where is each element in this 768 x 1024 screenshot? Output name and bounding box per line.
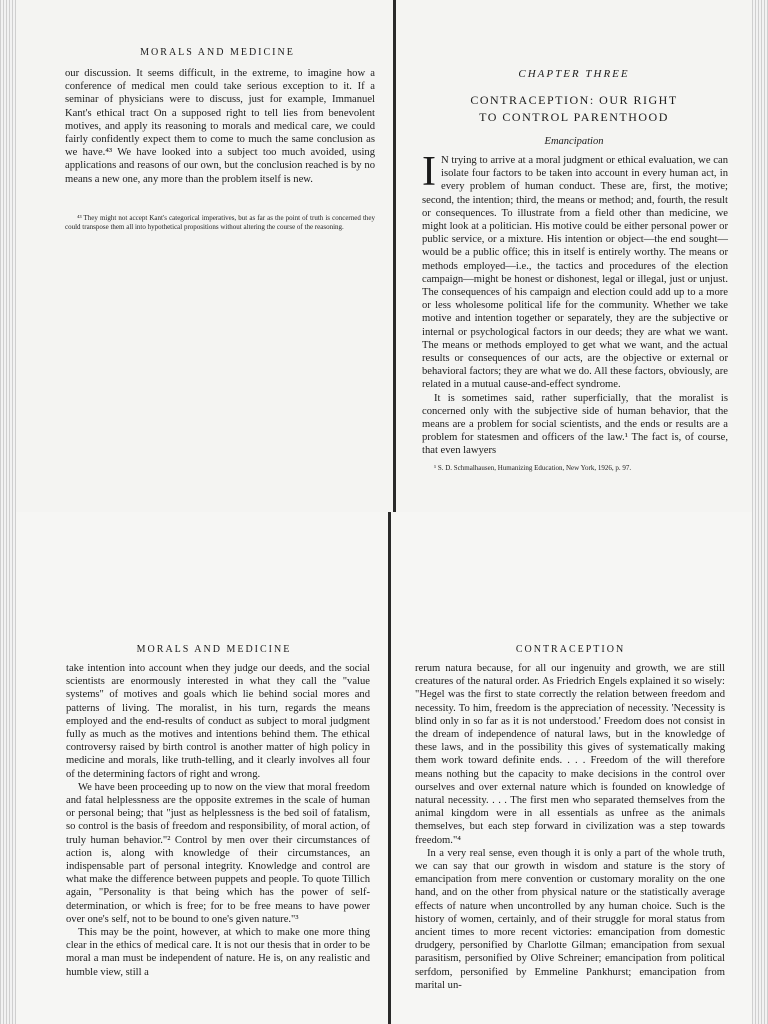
chapter-title-line-2: TO CONTROL PARENTHOOD	[479, 110, 669, 124]
chapter-label: CHAPTER THREE	[518, 68, 630, 80]
left-page-edge-bottom	[0, 512, 16, 1024]
right-page-edge-bottom	[752, 512, 768, 1024]
page-64	[40, 0, 395, 512]
page-67-paragraph-1: rerum natura because, for all our ingenuity and growth, we are still creatures of the natural order. As Friedrich Engels explained it so wisely: "Hegel was the first to state correctly the relation between freedom and necessity. To him, freedom is the appreciation of necessity. 'Necessity is blind only in so far as it is not understood.' Freedom does not consist in the dream of independence of natural laws, but in the knowledge of these laws, and in the possibility this gives of systematically making them work toward definite ends. . . . Freedom of the will therefore means nothing but the capacity to make decisions in the control over ourselves and over external nature which is founded on knowledge of natural necessity. . . . The first men who separated themselves from the animal kingdom were in all essentials as unfree as the animals themselves, but each step forward in civilization was a step towards freedom."⁴	[415, 663, 725, 846]
left-page-edge	[0, 0, 16, 512]
running-head-page-67: CONTRACEPTION	[515, 644, 626, 655]
drop-cap: I	[422, 149, 436, 195]
page-65-paragraph-1-text: N trying to arrive at a moral judgment or ethical evaluation, we can isolate four factors to be taken into account in every human act, in every problem of human conduct. These are, first, the motive; second, the intention; third, the means or method; and, fourth, the result or consequences. To illustrate from a field other than medicine, we might look at a politician. His motive could be either personal power or public service, or a mixture. His intention or object—the end sought—would be a public office; this in itself is entirely worthy. The means or methods employed—i.e., the tactics and procedures of the election campaign—might be honest or dishonest, legal or illegal, just or unjust. The consequences of his campaign and election could add up to a more or less wholesome political life for the community. Whether we take motive and intention together or separately, they are the subjective or internal or psychological factors in our deeds; they are what we want. The means or methods employed to get what we want, and the actual results or consequences of our acts, are the objective or external or behavioral factors; they are what we do. All these factors, obviously, are related in a mutual cause-and-effect syndrome.	[422, 155, 728, 391]
page-65-footnote: ¹ S. D. Schmalhausen, Humanizing Education, New York, 1926, p. 97.	[434, 463, 632, 472]
page-66-paragraph-2: We have been proceeding up to now on the view that moral freedom and fatal helplessness are the opposite extremes in the scale of human or personal being; that "just as helplessness is the bed soil of fatalism, so control is the basis of freedom and responsibility, of moral action, of truly human behavior."² Control by men over their circumstances of action is, along with knowledge of their circumstances, an indispensable part of personal integrity. Knowledge and control are what make the difference between puppets and people. To quote Tillich again, "Personality is that being which has the power of self-determination, or which is free; for to be free means to have power over one's self, not to be bound to one's given nature."³	[66, 781, 370, 925]
page-66-paragraph-1: take intention into account when they judge our deeds, and the social scientists are enormously interested in what they call the "value systems" of motives and goals which lie behind social mores and patterns of living. The moralist, in his turn, regards the means employed and the end-results of conduct as subject to moral judgment fully as much as the motives and intentions behind them. The ethical controversy raised by birth control is another matter of high policy in medicine and morals, like truth-telling, and it clearly involves all four of the determining factors of right and wrong.	[66, 663, 370, 780]
bottom-gutter	[388, 512, 391, 1024]
page-66-body	[66, 662, 370, 979]
page-64-footnote: ⁴³ They might not accept Kant's categorical imperatives, but as far as the point of truth is concerned they could transpose them all into hypothetical propositions without altering the course of the reasoning.	[65, 213, 375, 231]
page-65	[398, 0, 750, 512]
page-67	[393, 512, 748, 1024]
running-head-page-66: MORALS AND MEDICINE	[136, 644, 292, 655]
page-67-body	[415, 662, 725, 992]
page-66	[40, 512, 388, 1024]
running-head-page-64: MORALS AND MEDICINE	[140, 47, 295, 58]
bottom-spread	[0, 512, 768, 1024]
page-65-paragraph-1	[422, 149, 728, 392]
top-gutter	[393, 0, 396, 512]
section-heading: Emancipation	[544, 136, 604, 147]
chapter-title	[398, 92, 750, 126]
chapter-title-line-1: CONTRACEPTION: OUR RIGHT	[470, 93, 678, 107]
page-65-body	[422, 149, 728, 473]
page-64-body	[65, 67, 375, 232]
page-65-paragraph-2: It is sometimes said, rather superficially, that the moralist is concerned only with the subjective side of human behavior, that the means are a problem for social scientists, and the ends or results are a problem for statesmen and officers of the law.¹ The fact is, of course, that even lawyers	[422, 392, 728, 457]
page-67-paragraph-2: In a very real sense, even though it is only a part of the whole truth, we can say that our growth in wisdom and stature is the story of emancipation from mere convention or customary morality on the one hand, and on the other from physical nature or the statistically average effects of nature when uncontrolled by any human choice. Such is the history of women, certainly, and of their struggle for moral status from ancient times to more recent victories: emancipation from domestic drudgery, personified by Charlotte Gilman; emancipation from sexual parasitism, personified by Olive Schreiner; emancipation from political serfdom, personified by Emmeline Pankhurst; emancipation from marital un-	[415, 847, 725, 991]
page-66-paragraph-3: This may be the point, however, at which to make one more thing clear in the ethics of medical care. It is not our thesis that in order to be moral a man must be independent of nature. He is, on any realistic and humble view, still a	[66, 927, 370, 978]
page-64-paragraph: our discussion. It seems difficult, in the extreme, to imagine how a conference of medical men could take serious exception to it. If a seminar of physicians were to discuss, just for example, Immanuel Kant's ethical tract On a supposed right to tell lies from benevolent motives, and apply its reasoning to morals and medical care, we could fairly confidently expect them to come to much the same conclusion as we have.⁴³ We have looked into a subject too much avoided, using applications and reasons of our own, but the conclusion reached is by no means a new one, any more than the problem itself is new.	[65, 68, 375, 185]
right-page-edge	[752, 0, 768, 512]
